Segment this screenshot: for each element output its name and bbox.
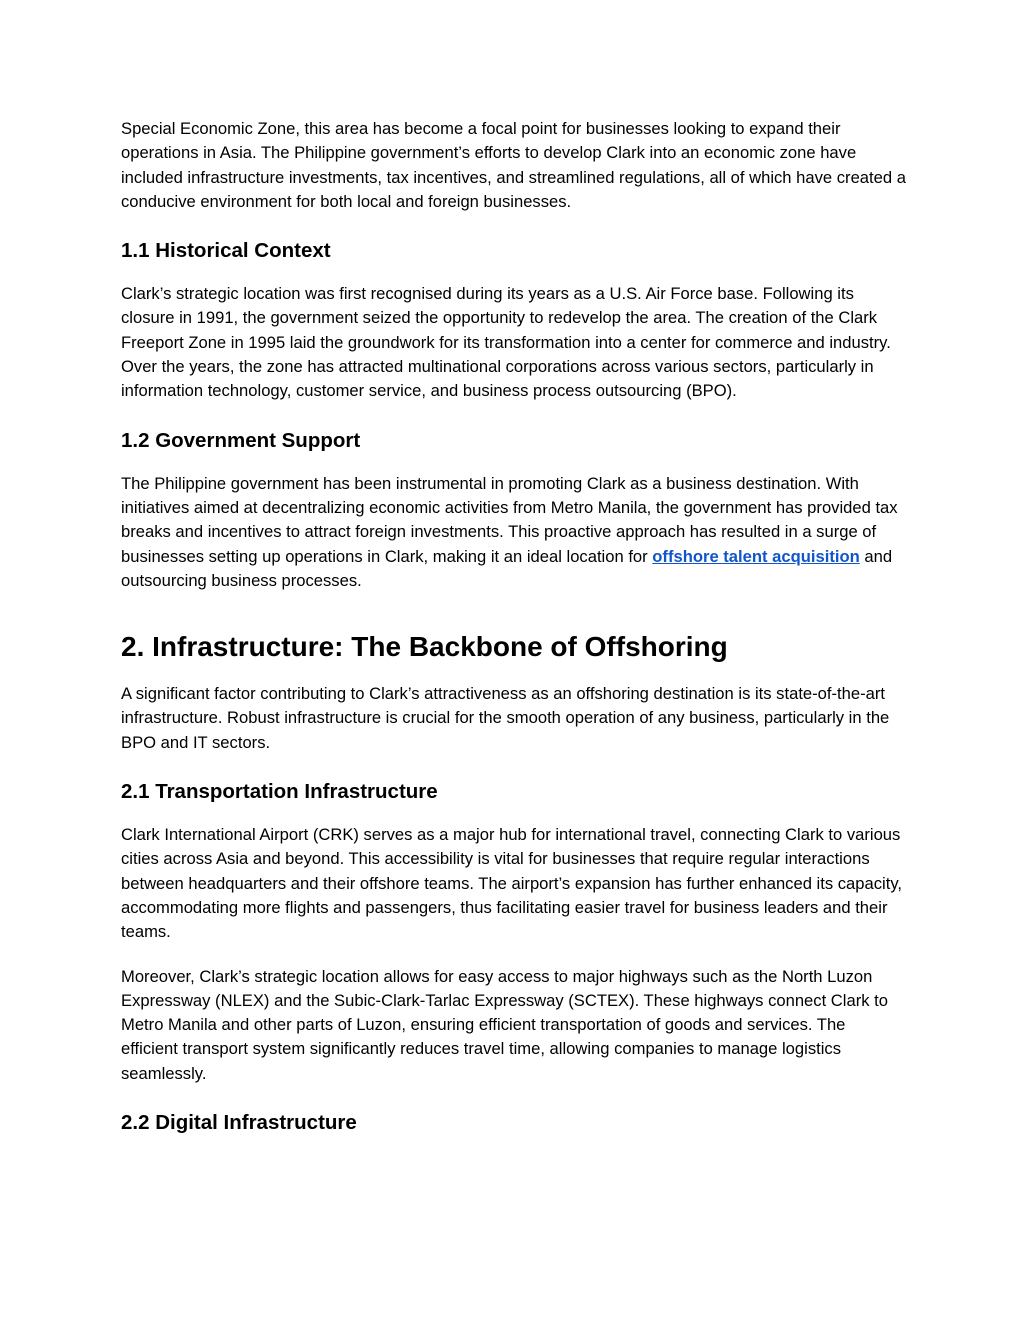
government-support-text-end: and outsourcing business processes. [121, 546, 893, 590]
government-support-text-start: The Philippine government has been instrumental in promoting Clark as a business destination. With initiatives aimed at decentralizing economic activities from Metro Manila, the government has provided tax breaks and incentives to attract foreign investments. This proactive approach has resulted in a surge of businesses setting up operations in Clark, making it an ideal location for [121, 473, 898, 566]
transportation-paragraph-highways: Moreover, Clark’s strategic location allows for easy access to major highways such as the North Luzon Expressway (NLEX) and the Subic-Clark-Tarlac Expressway (SCTEX). These highways connect Clark to Metro Manila and other parts of Luzon, ensuring efficient transportation of goods and services. The efficient transport system significantly reduces travel time, allowing companies to manage logistics seamlessly. [121, 966, 888, 1083]
heading-infrastructure: 2. Infrastructure: The Backbone of Offshoring [121, 631, 728, 663]
transportation-paragraph-airport: Clark International Airport (CRK) serves as a major hub for international travel, connecting Clark to various cities across Asia and beyond. This accessibility is vital for businesses that require regular interactions between headquarters and their offshore teams. The airport’s expansion has further enhanced its capacity, accommodating more flights and passengers, thus facilitating easier travel for business leaders and their teams. [121, 825, 902, 942]
document-page [121, 117, 906, 1136]
heading-government-support: 1.2 Government Support [121, 428, 361, 452]
heading-transportation-infrastructure: 2.1 Transportation Infrastructure [121, 780, 438, 804]
intro-paragraph: Special Economic Zone, this area has become a focal point for businesses looking to expand their operations in Asia. The Philippine government’s efforts to develop Clark into an economic zone have included infrastructure investments, tax incentives, and streamlined regulations, all of which have created a conducive environment for both local and foreign businesses. [121, 119, 906, 211]
historical-context-paragraph: Clark’s strategic location was first recognised during its years as a U.S. Air Force base. Following its closure in 1991, the government seized the opportunity to redevelop the area. The creation of the Clark Freeport Zone in 1995 laid the groundwork for its transformation into a center for commerce and industry. Over the years, the zone has attracted multinational corporations across various sectors, particularly in information technology, customer service, and business process outsourcing (BPO). [121, 284, 891, 401]
heading-historical-context: 1.1 Historical Context [121, 239, 331, 263]
offshore-talent-acquisition-link[interactable]: offshore talent acquisition [652, 546, 860, 566]
heading-digital-infrastructure: 2.2 Digital Infrastructure [121, 1111, 357, 1135]
infrastructure-paragraph: A significant factor contributing to Clark’s attractiveness as an offshoring destination is its state-of-the-art infrastructure. Robust infrastructure is crucial for the smooth operation of any business, particularly in the BPO and IT sectors. [121, 684, 890, 752]
government-support-paragraph [121, 472, 906, 593]
